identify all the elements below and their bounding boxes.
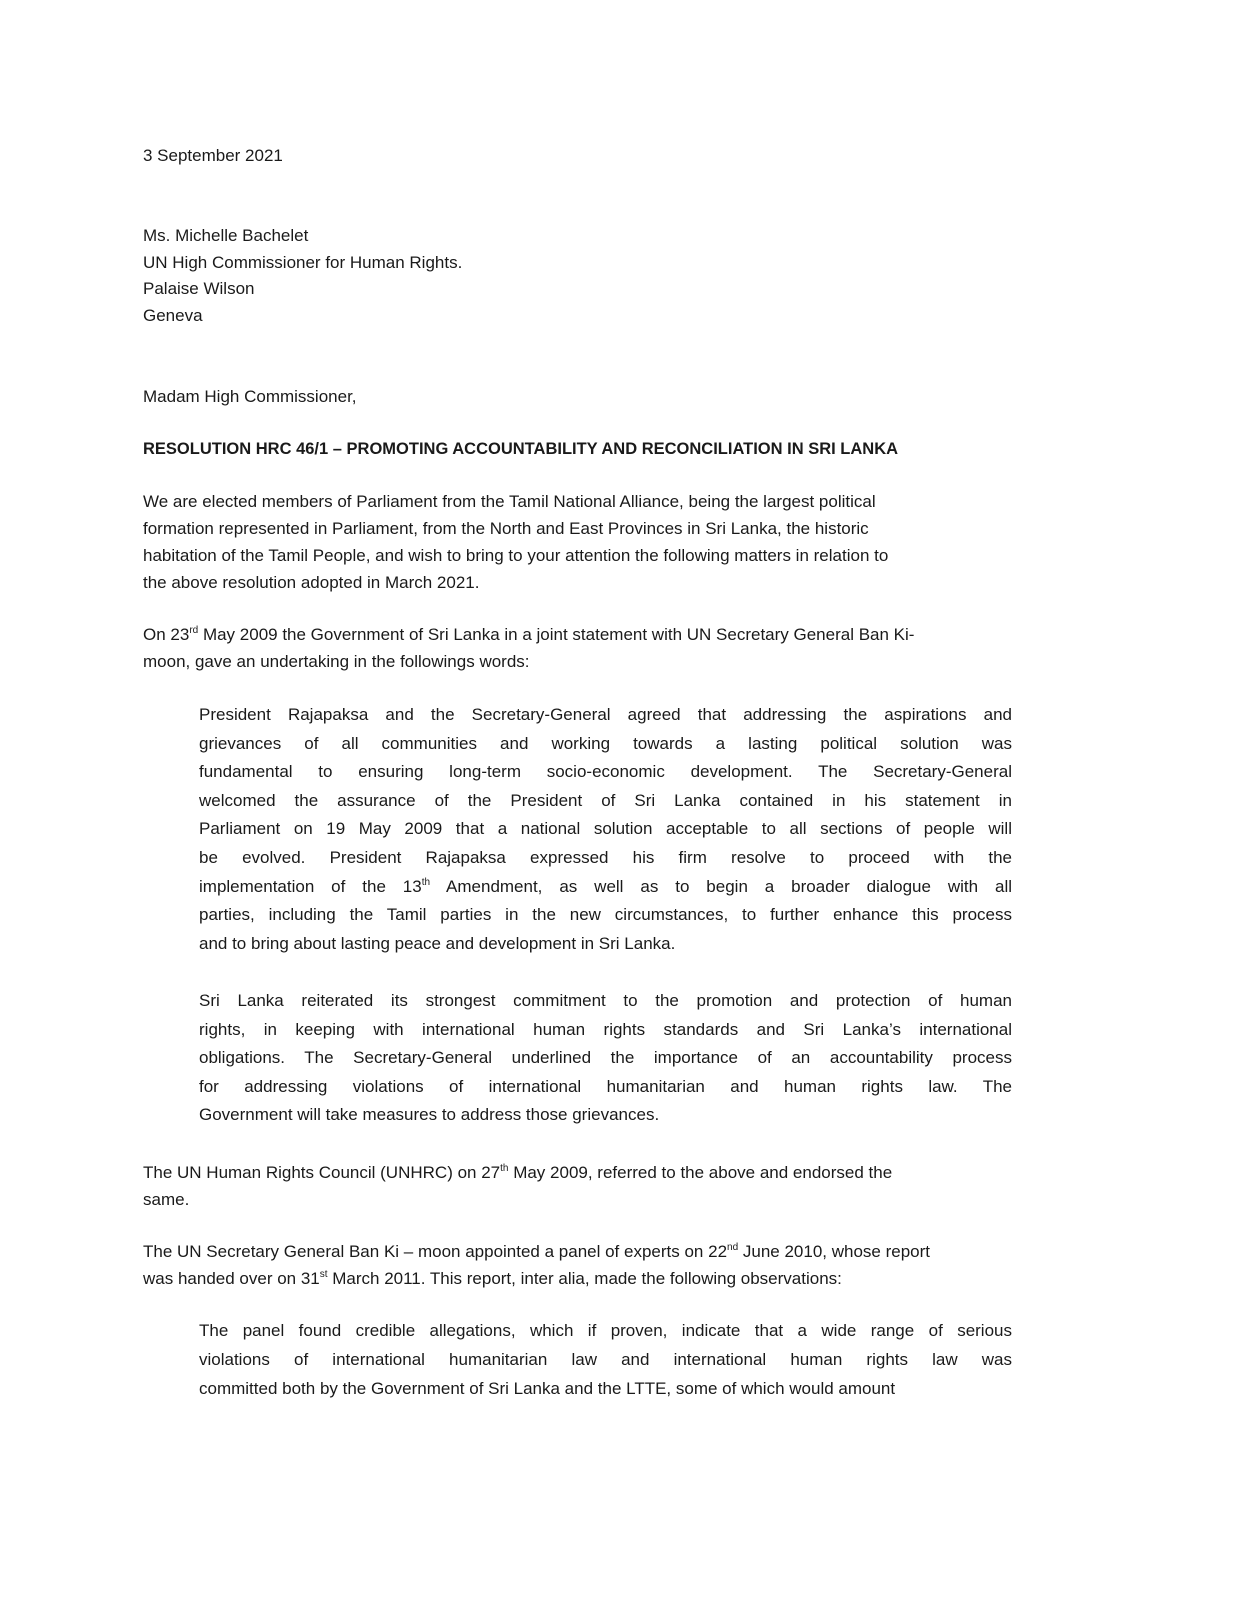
text-segment: We are elected members of Parliament from the Tamil National Alliance, being the largest political: [143, 492, 876, 511]
text-line: [199, 1345, 1012, 1374]
text-line: [143, 1186, 892, 1213]
text-segment: The panel found credible allegations, which if proven, indicate that a wide range of serious: [199, 1321, 1012, 1340]
text-segment: fundamental to ensuring long-term socio-economic development. The Secretary-General: [199, 762, 1012, 782]
text-line: [143, 223, 462, 250]
text-segment: was handed over on 31: [143, 1269, 320, 1288]
text-line: [143, 621, 914, 648]
text-line: [199, 901, 1012, 930]
letter-subject-heading: [143, 436, 898, 463]
text-line: [199, 873, 1012, 902]
text-line: [199, 1316, 1012, 1345]
text-segment: the above resolution adopted in March 2021.: [143, 573, 480, 592]
text-segment: UN High Commissioner for Human Rights.: [143, 252, 463, 272]
text-segment: welcomed the assurance of the President of Sri Lanka contained in his statement in: [199, 790, 1012, 810]
block-quote-joint-statement-1: [199, 701, 1012, 958]
text-segment: Madam High Commissioner,: [143, 387, 357, 406]
text-line: [199, 787, 1012, 816]
text-line: [199, 1044, 1012, 1073]
text-line: [143, 488, 888, 515]
ordinal-superscript: st: [319, 1269, 328, 1280]
text-line: [143, 542, 888, 569]
text-segment: Geneva: [143, 306, 203, 326]
text-line: [143, 1238, 930, 1265]
paragraph-panel-of-experts: [143, 1238, 930, 1292]
block-quote-panel-report: [199, 1316, 1012, 1403]
text-segment: On 23: [143, 625, 190, 644]
text-segment: formation represented in Parliament, from the North and East Provinces in Sri Lanka, the historic: [143, 519, 869, 538]
text-segment: Palaise Wilson: [143, 279, 255, 299]
text-segment: implementation of the 13: [199, 876, 422, 896]
text-line: [199, 930, 1012, 959]
ordinal-superscript: th: [500, 1163, 509, 1174]
text-segment: obligations. The Secretary-General underlined the importance of an accountability process: [199, 1048, 1012, 1068]
text-segment: The UN Human Rights Council (UNHRC) on 27: [143, 1163, 501, 1182]
text-segment: March 2011. This report, inter alia, made the following observations:: [327, 1269, 842, 1288]
text-line: [143, 1265, 930, 1292]
text-line: [143, 515, 888, 542]
text-segment: May 2009, referred to the above and endorsed the: [508, 1163, 893, 1182]
block-quote-joint-statement-2: [199, 987, 1012, 1130]
text-segment: President Rajapaksa and the Secretary-General agreed that addressing the aspirations and: [199, 705, 1012, 724]
text-line: [143, 383, 357, 410]
paragraph-introduction: [143, 488, 888, 596]
text-segment: rights, in keeping with international human rights standards and Sri Lanka’s international: [199, 1019, 1012, 1039]
text-line: [199, 1073, 1012, 1102]
salutation: [143, 383, 357, 410]
text-line: [143, 1159, 892, 1186]
text-segment: Parliament on 19 May 2009 that a national solution acceptable to all sections of people will: [199, 819, 1012, 839]
text-line: [199, 701, 1012, 730]
recipient-address: [143, 223, 462, 330]
text-segment: June 2010, whose report: [738, 1242, 931, 1261]
text-segment: moon, gave an undertaking in the followings words:: [143, 652, 530, 671]
text-segment: The UN Secretary General Ban Ki – moon appointed a panel of experts on 22: [143, 1242, 728, 1261]
text-line: [143, 569, 888, 596]
text-segment: 3 September 2021: [143, 146, 283, 165]
text-segment: May 2009 the Government of Sri Lanka in a joint statement with UN Secretary General Ban Ki-: [198, 625, 915, 644]
ordinal-superscript: th: [421, 876, 431, 888]
ordinal-superscript: rd: [189, 625, 199, 636]
text-segment: grievances of all communities and working towards a lasting political solution was: [199, 733, 1012, 753]
text-line: [199, 815, 1012, 844]
paragraph-unhrc: [143, 1159, 892, 1213]
ordinal-superscript: nd: [727, 1242, 739, 1253]
text-line: [199, 730, 1012, 759]
text-line: [143, 303, 462, 330]
text-segment: Ms. Michelle Bachelet: [143, 226, 309, 245]
text-segment: violations of international humanitarian law and international human rights law was: [199, 1350, 1012, 1369]
paragraph-joint-statement: [143, 621, 914, 675]
text-segment: habitation of the Tamil People, and wish to bring to your attention the following matters in relation to: [143, 546, 889, 565]
text-segment: same.: [143, 1190, 190, 1209]
text-line: [143, 648, 914, 675]
text-segment: Sri Lanka reiterated its strongest commitment to the promotion and protection of human: [199, 991, 1012, 1010]
text-line: [199, 758, 1012, 787]
text-segment: committed both by the Government of Sri Lanka and the LTTE, some of which would amount: [199, 1379, 896, 1398]
text-line: [143, 142, 283, 169]
text-segment: for addressing violations of international humanitarian and human rights law. The: [199, 1076, 1012, 1096]
text-line: [199, 844, 1012, 873]
text-segment: parties, including the Tamil parties in the new circumstances, to further enhance this process: [199, 905, 1012, 925]
text-line: [143, 250, 462, 277]
text-segment: Government will take measures to address those grievances.: [199, 1105, 660, 1125]
text-line: [199, 987, 1012, 1016]
text-segment: and to bring about lasting peace and development in Sri Lanka.: [199, 933, 676, 953]
text-line: [199, 1374, 1012, 1403]
text-line: [143, 436, 898, 463]
text-segment: RESOLUTION HRC 46/1 – PROMOTING ACCOUNTABILITY AND RECONCILIATION IN SRI LANKA: [143, 440, 899, 458]
text-segment: be evolved. President Rajapaksa expressed his firm resolve to proceed with the: [199, 847, 1012, 867]
text-line: [143, 276, 462, 303]
text-segment: Amendment, as well as to begin a broader dialogue with all: [430, 876, 1012, 896]
letter-date: [143, 142, 283, 169]
text-line: [199, 1101, 1012, 1130]
text-line: [199, 1016, 1012, 1045]
